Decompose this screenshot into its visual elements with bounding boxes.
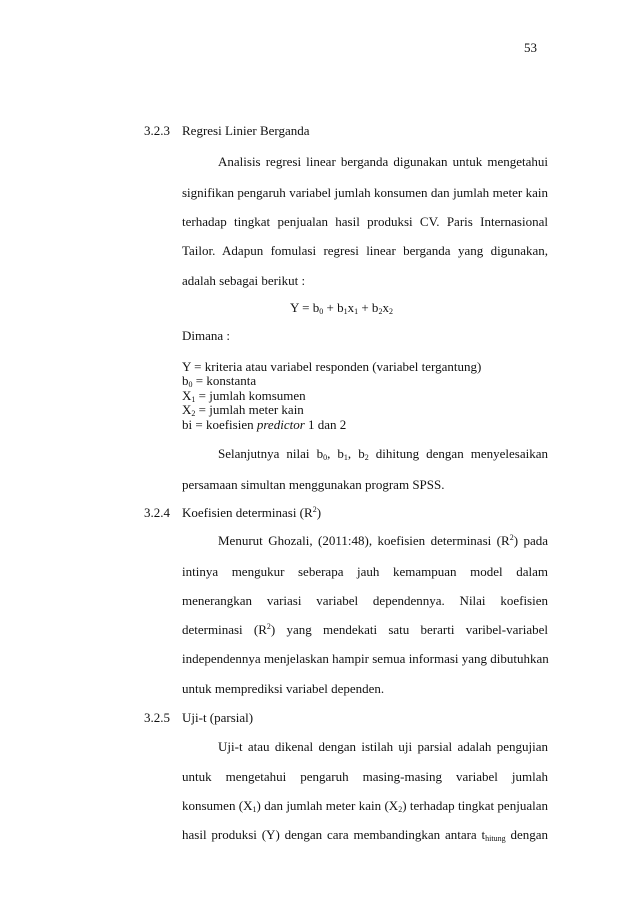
definition-bi: bi = koefisien predictor 1 dan 2	[182, 417, 347, 432]
section-title-3-2-4: Koefisien determinasi $(R^2)$	[182, 505, 322, 520]
section-number-3-2-3: 3.2.3	[144, 123, 170, 138]
paragraph-line: terhadap tingkat penjualan hasil produksi CV. Paris Internasional	[182, 214, 548, 229]
paragraph-line: Selanjutnya nilai $b_0$, $b_1$, $b_2$ dihitung dengan menyelesaikan	[218, 446, 549, 462]
section-number-3-2-5: 3.2.5	[144, 710, 170, 725]
definition-x2: $X_2$ = jumlah meter kain	[182, 402, 304, 418]
paragraph-line: konsumen $(X_1)$ dan jumlah meter kain $(X_2)$ terhadap tingkat penjualan	[182, 798, 548, 814]
paragraph-line: signifikan pengaruh variabel jumlah konsumen dan jumlah meter kain	[182, 185, 548, 200]
paragraph-line: Tailor. Adapun fomulasi regresi linear berganda yang digunakan,	[182, 243, 548, 258]
paragraph-line: adalah sebagai berikut :	[182, 273, 306, 288]
dimana-label: Dimana :	[182, 328, 231, 343]
definition-y: Y = kriteria atau variabel responden (variabel tergantung)	[182, 359, 482, 374]
paragraph-line: Analisis regresi linear berganda digunakan untuk mengetahui	[218, 154, 548, 169]
paragraph-line: intinya mengukur seberapa jauh kemampuan model dalam	[182, 564, 548, 579]
section-title-3-2-3: Regresi Linier Berganda	[182, 123, 310, 138]
page-number: 53	[524, 40, 537, 55]
paragraph-line: persamaan simultan menggunakan program SPSS.	[182, 477, 445, 492]
paragraph-line: independennya menjelaskan hampir semua informasi yang dibutuhkan	[182, 651, 549, 666]
definition-x1: $X_1$ = jumlah komsumen	[182, 388, 306, 404]
section-title-3-2-5: Uji-t (parsial)	[182, 710, 254, 725]
paragraph-line: hasil produksi (Y) dengan cara membandingkan antara $t_{hitung}$ dengan	[182, 827, 548, 843]
definition-b0: $b_0$ = konstanta	[182, 373, 257, 389]
paragraph-line: untuk memprediksi variabel dependen.	[182, 681, 385, 696]
paragraph-line: Uji-t atau dikenal dengan istilah uji parsial adalah pengujian	[218, 739, 548, 754]
paragraph-line: Menurut Ghozali, (2011:48), koefisien determinasi $(R^2)$ pada	[218, 533, 548, 548]
section-number-3-2-4: 3.2.4	[144, 505, 170, 520]
paragraph-line: menerangkan variasi variabel dependennya. Nilai koefisien	[182, 593, 548, 608]
paragraph-line: untuk mengetahui pengaruh masing-masing variabel jumlah	[182, 769, 548, 784]
paragraph-line: determinasi $(R^2)$ yang mendekati satu berarti varibel-variabel	[182, 622, 548, 637]
regression-formula: $Y = b_0 + b_1x_1 + b_2x_2$	[290, 300, 393, 316]
